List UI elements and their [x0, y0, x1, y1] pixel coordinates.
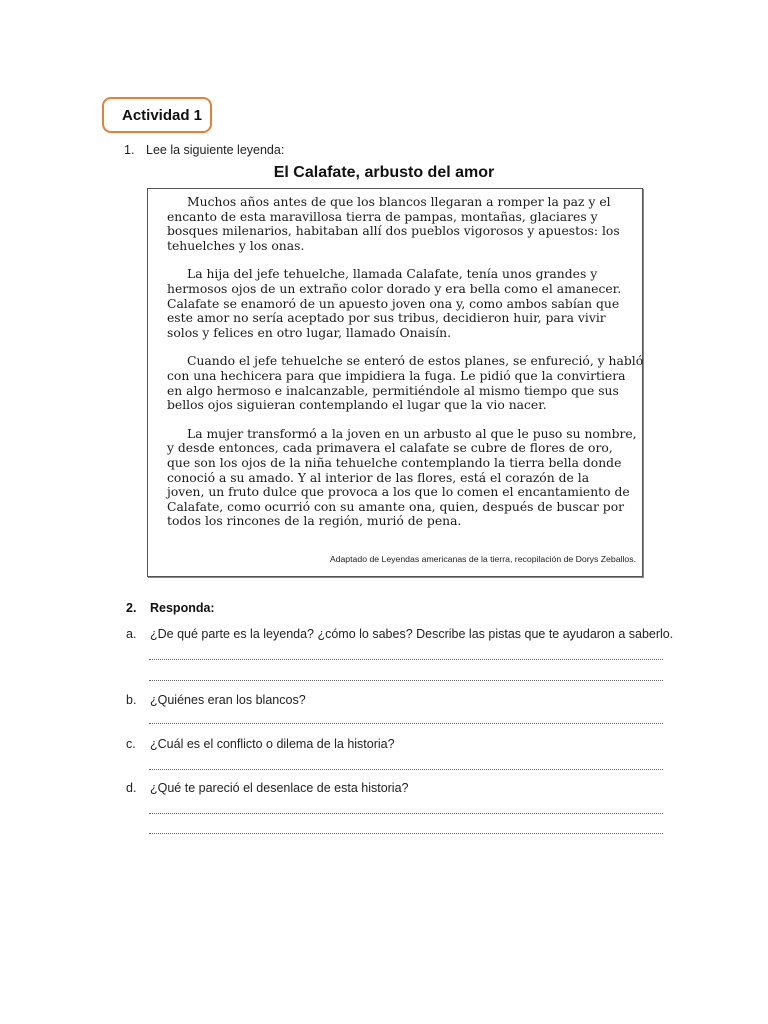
question-1-number: 1.	[124, 143, 135, 157]
story-line: encanto de esta maravillosa tierra de pampas, montañas, glaciares y	[167, 209, 598, 224]
question-letter: a.	[126, 627, 137, 641]
story-line: conoció a su amado. Y al interior de las flores, está el corazón de la	[167, 470, 590, 485]
answer-line[interactable]	[149, 833, 663, 834]
story-title: El Calafate, arbusto del amor	[273, 164, 495, 181]
story-box	[147, 188, 643, 577]
question-b	[126, 693, 306, 707]
story-line: que son los ojos de la niña tehuelche contemplando la tierra bella donde	[167, 455, 622, 470]
answer-line[interactable]	[149, 813, 663, 814]
story-line: La mujer transformó a la joven en un arbusto al que le puso su nombre,	[187, 426, 637, 441]
question-text: ¿Cuál es el conflicto o dilema de la historia?	[150, 737, 395, 751]
story-line: joven, un fruto dulce que provoca a los que lo comen el encantamiento de	[167, 485, 630, 500]
section-2-title: Responda:	[150, 601, 215, 615]
question-c	[126, 737, 395, 751]
story-paragraph	[167, 426, 637, 529]
story-line: y desde entonces, cada primavera el calafate se cubre de flores de oro,	[167, 441, 613, 456]
story-line: en algo hermoso e inalcanzable, permitiéndole al mismo tiempo que sus	[167, 383, 619, 398]
story-line: La hija del jefe tehuelche, llamada Calafate, tenía unos grandes y	[187, 267, 598, 282]
story-line: Muchos años antes de que los blancos llegaran a romper la paz y el	[187, 195, 611, 209]
story-line: Cuando el jefe tehuelche se enteró de estos planes, se enfureció, y habló	[187, 354, 644, 369]
story-credit: Adaptado de Leyendas americanas de la tierra, recopilación de Dorys Zeballos.	[329, 554, 636, 564]
question-text: ¿Quiénes eran los blancos?	[150, 693, 306, 707]
story-line: bellos ojos siguieran contemplando el lugar que la vio nacer.	[167, 398, 547, 413]
story-line: Calafate se enamoró de un apuesto joven ona y, como ambos sabían que	[167, 296, 620, 311]
question-letter: d.	[126, 781, 137, 795]
question-d	[126, 781, 409, 795]
question-text: ¿De qué parte es la leyenda? ¿cómo lo sabes? Describe las pistas que te ayudaron a saberlo.	[150, 627, 674, 641]
question-1	[124, 143, 284, 157]
story-line: hermosos ojos de un extraño color dorado y era bella como el amanecer.	[167, 281, 622, 296]
story-line: bosques milenarios, habitaban allí dos pueblos vigorosos y apuestos: los	[167, 224, 620, 239]
story-line: Calafate, como ocurrió con su amante ona, quien, después de buscar por	[167, 499, 625, 514]
question-text: ¿Qué te pareció el desenlace de esta historia?	[150, 781, 409, 795]
answer-line[interactable]	[149, 680, 663, 681]
question-letter: b.	[126, 693, 137, 707]
story-line: este amor no sería aceptado por sus tribus, decidieron huir, para vivir	[167, 311, 606, 326]
activity-badge	[102, 97, 212, 133]
story-line: todos los rincones de la región, murió de pena.	[167, 514, 462, 529]
activity-label: Actividad 1	[122, 106, 203, 124]
answer-line[interactable]	[149, 659, 663, 660]
question-letter: c.	[126, 737, 136, 751]
answer-line[interactable]	[149, 723, 663, 724]
story-paragraph	[167, 267, 634, 340]
section-2-number: 2.	[126, 601, 137, 615]
story-line: tehuelches y los onas.	[167, 238, 305, 253]
story-line: con una hechicera para que impidiera la fuga. Le pidió que la convirtiera	[167, 368, 626, 383]
story-paragraph	[167, 354, 644, 413]
story-paragraph	[167, 195, 634, 253]
question-1-text: Lee la siguiente leyenda:	[146, 143, 285, 157]
section-2-heading	[126, 601, 215, 615]
question-a	[126, 627, 673, 641]
answer-line[interactable]	[149, 769, 663, 770]
story-line: solos y felices en otro lugar, llamado Onaisín.	[167, 325, 452, 340]
